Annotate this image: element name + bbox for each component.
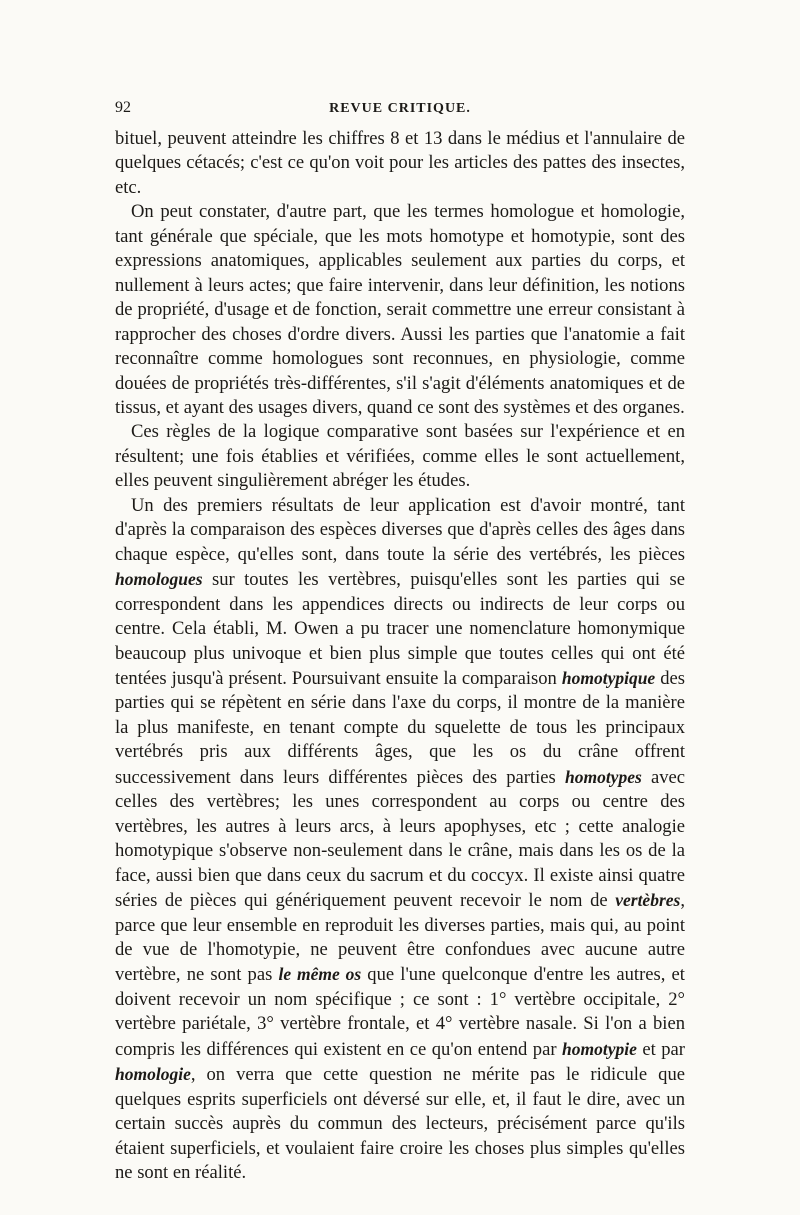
text-run: des parties qui se répètent en série dans l'axe du corps, il montre de la manière la plus manifeste, en tenant compte du squelette de tous les principaux vertébrés pris aux différents âges, que les os du crâne offrent successivement dans leurs différentes pièces des parties <box>115 667 685 788</box>
italic-term: homotypes <box>564 766 642 787</box>
text-run: et par <box>636 1038 685 1060</box>
paragraph <box>115 494 685 1186</box>
paragraph <box>115 200 685 420</box>
italic-term: homologie <box>115 1064 191 1085</box>
italic-term: vertèbres <box>615 890 681 911</box>
text-run: , on verra que cette question ne mérite pas le ridicule que quelques esprits superficiels ont déversé sur elle, et, il faut le dire, avec un certain succès auprès du commun des lecteurs, précisément parce qu'ils étaient superficiels, et voulaient faire croire les choses plus simples qu'elles ne sont en réalité. <box>115 1064 685 1184</box>
text-run: que l'une quelconque d'entre les autres, et doivent recevoir un nom spécifique ; ce sont : 1° vertèbre occipitale, 2° vertèbre pariétale, 3° vertèbre frontale, et 4° vertèbre nasale. Si l'on a bien compris les différences qui existent en ce qu'on entend par <box>115 964 685 1060</box>
paragraph <box>115 420 685 493</box>
paragraph <box>115 127 685 200</box>
italic-term: homotypie <box>562 1038 637 1059</box>
body-text <box>115 127 685 1185</box>
text-run: Un des premiers résultats de leur application est d'avoir montré, tant d'après la comparaison des espèces diverses que d'après celles des âges dans chaque espèce, qu'elles sont, dans toute la série des vertébrés, les pièces <box>115 494 685 565</box>
text-run: On peut constater, d'autre part, que les termes homologue et homologie, tant générale que spéciale, que les mots homotype et homotypie, sont des expressions anatomiques, applicables seulement aux parties du corps, et nullement à leurs actes; que faire intervenir, dans leur définition, les notions de propriété, d'usage et de fonction, serait commettre une erreur consistant à rapprocher des choses d'ordre divers. Aussi les parties que l'anatomie a fait reconnaître comme homologues sont reconnues, en physiologie, comme douées de propriétés très-différentes, s'il s'agit d'éléments anatomiques et de tissus, et ayant des usages divers, quand ce sont des systèmes et des organes. <box>115 201 685 418</box>
italic-term: homotypique <box>561 667 656 688</box>
italic-term: homologues <box>115 569 203 590</box>
text-run: , parce que leur ensemble en reproduit les diverses parties, mais qui, au point de vue de l'homotypie, ne peuvent être confondues avec aucune autre vertèbre, ne sont pas <box>115 890 685 986</box>
italic-term: le même os <box>278 964 362 985</box>
text-run: bituel, peuvent atteindre les chiffres 8 et 13 dans le médius et l'annulaire de quelques cétacés; c'est ce qu'on voit pour les articles des pattes des insectes, etc. <box>115 128 685 198</box>
text-run: Ces règles de la logique comparative sont basées sur l'expérience et en résultent; une fois établies et vérifiées, comme elles le sont actuellement, elles peuvent singulièrement abréger les études. <box>115 421 685 492</box>
text-run: sur toutes les vertèbres, puisqu'elles sont les parties qui se correspondent dans les appendices directs ou indirects de leur corps ou centre. Cela établi, M. Owen a pu tracer une nomenclature homonymique beaucoup plus univoque et bien plus simple que toutes celles qui ont été tentées jusqu'à présent. Poursuivant ensuite la comparaison <box>115 569 685 689</box>
running-head: REVUE CRITIQUE. <box>329 101 471 116</box>
page-number: 92 <box>115 99 131 116</box>
text-run: avec celles des vertèbres; les unes correspondent au corps ou centre des vertèbres, les autres à leurs arcs, à leurs apophyses, etc ; cette analogie homotypique s'observe non-seulement dans le crâne, mais dans les os de la face, aussi bien que dans ceux du sacrum et du coccyx. Il existe ainsi quatre séries de pièces qui génériquement peuvent recevoir le nom de <box>115 766 685 912</box>
